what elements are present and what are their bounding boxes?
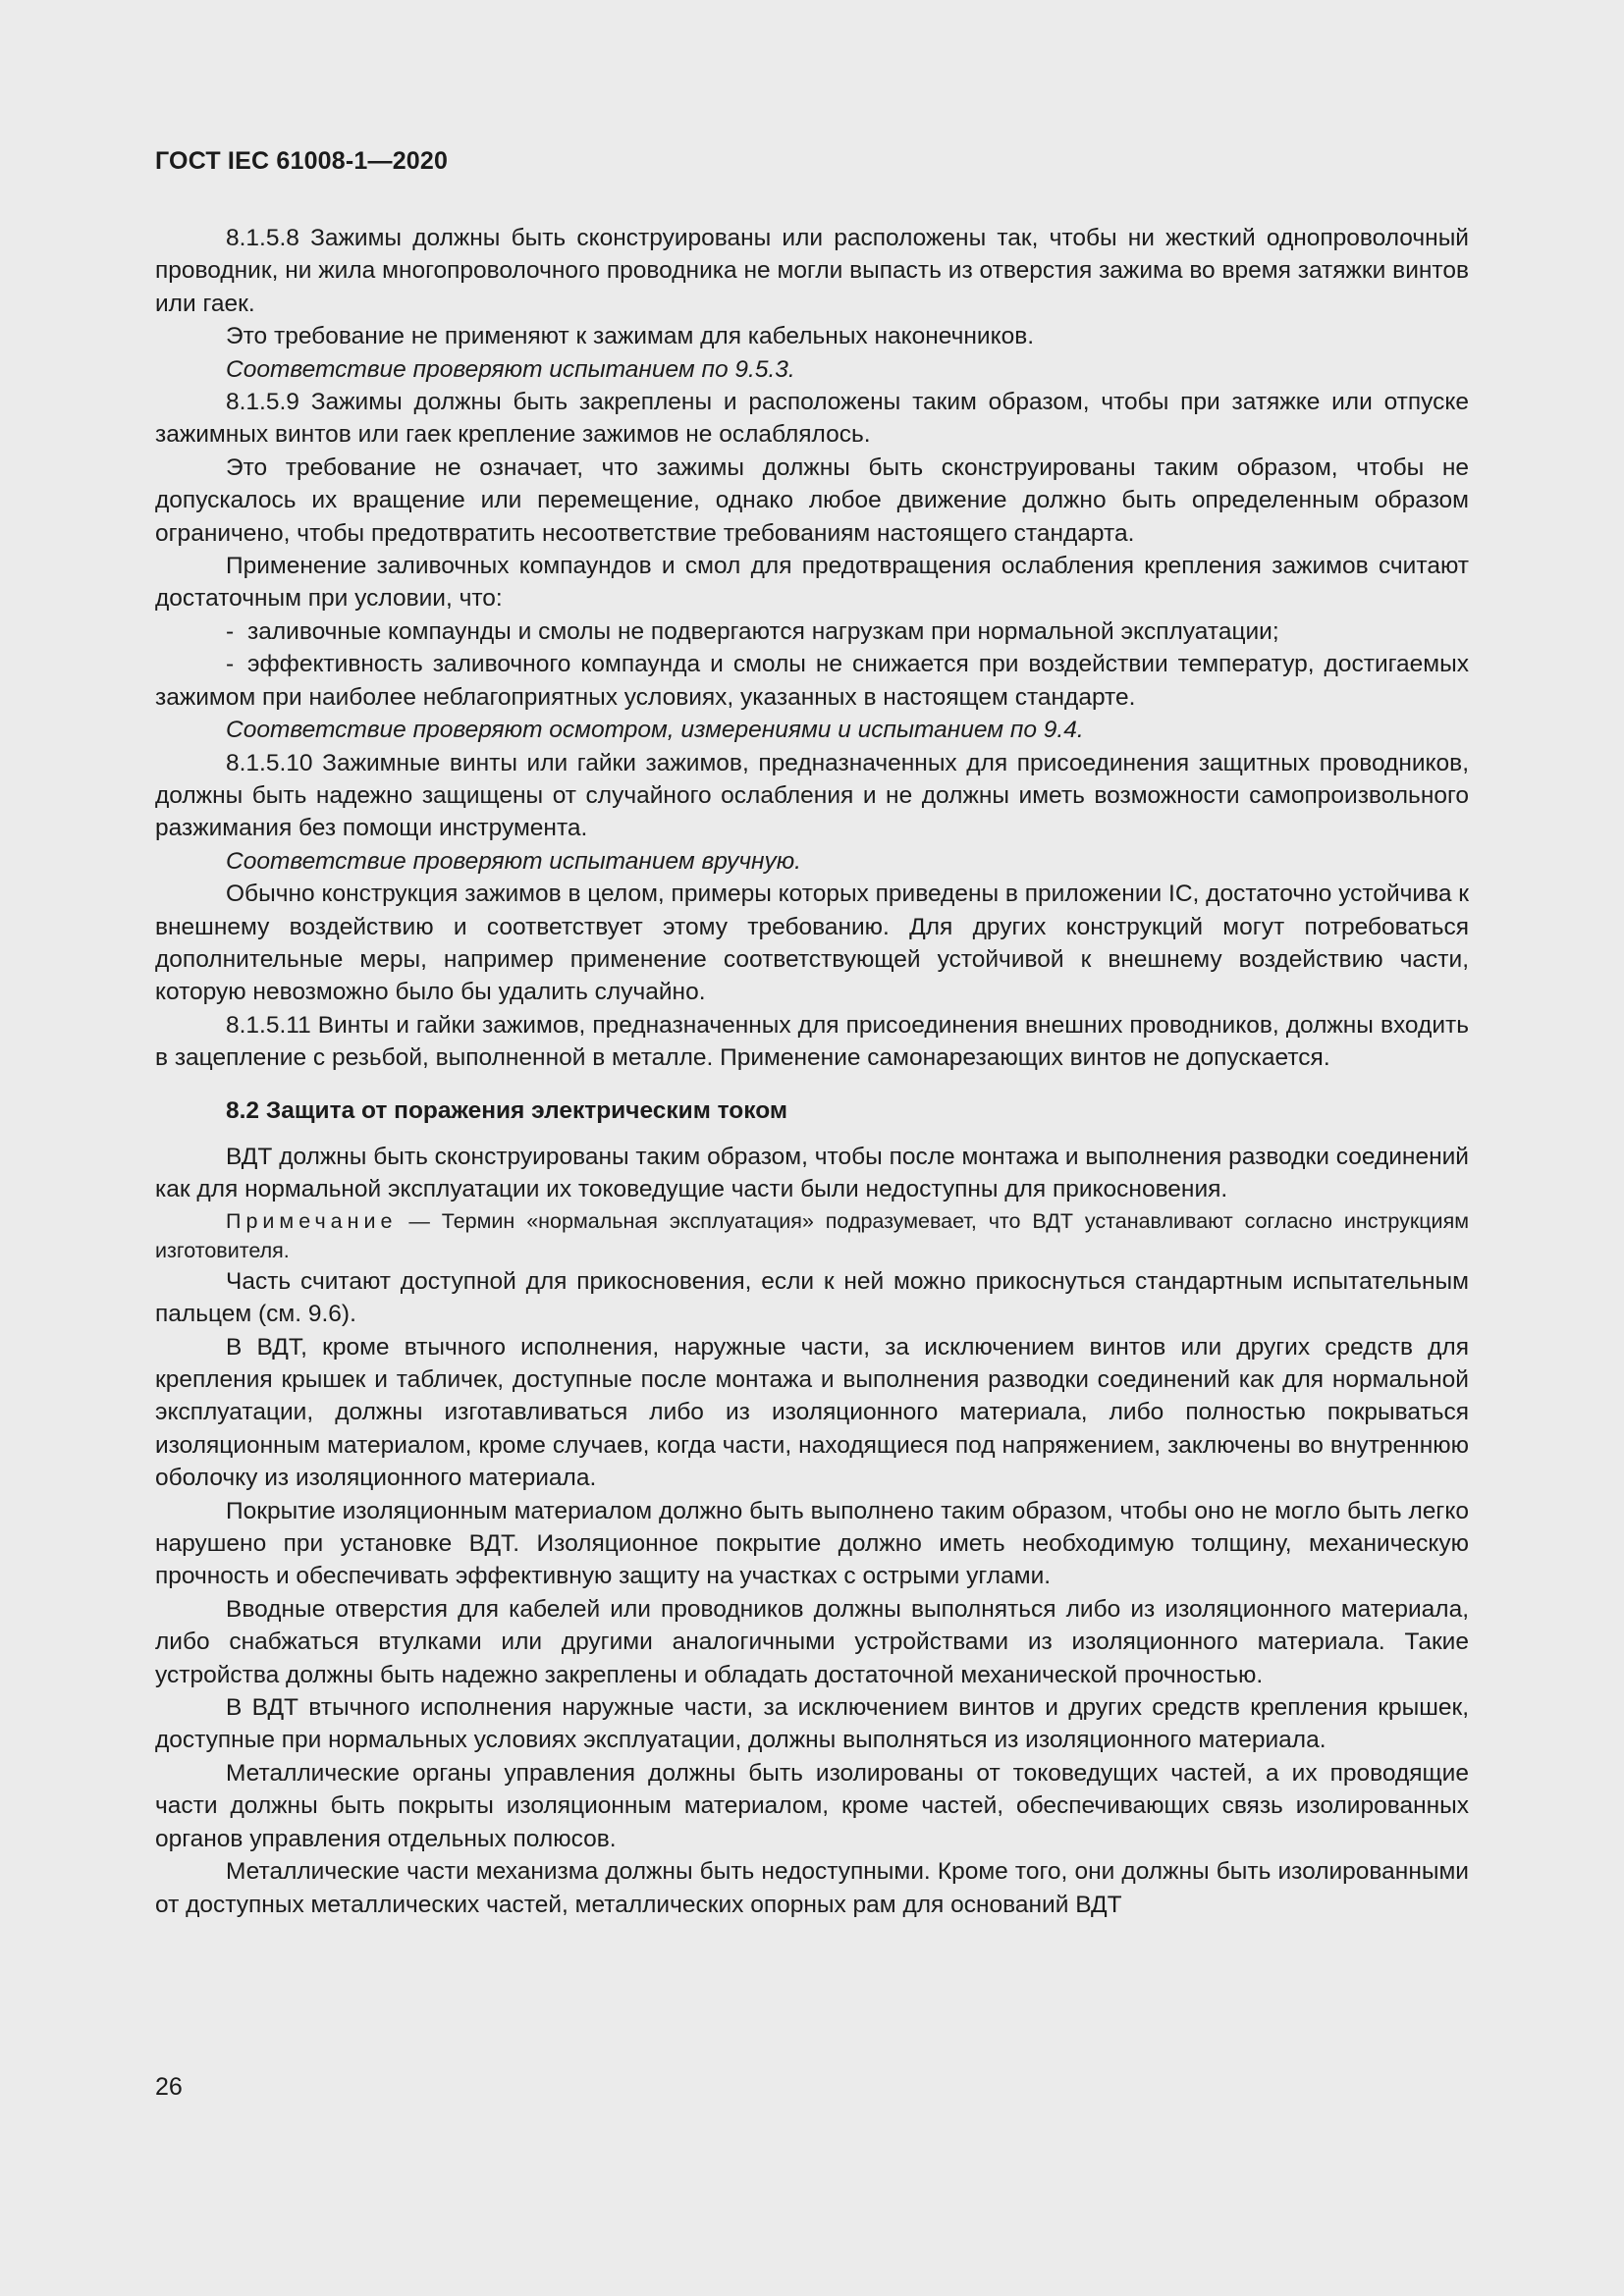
paragraph: В ВДТ, кроме втычного исполнения, наружные части, за исключением винтов или других средств для крепления крышек и табличек, доступные после монтажа и выполнения разводки соединений как для нормальной эксплуатации, должны изготавливаться либо из изоляционного материала, либо полностью покрываться изоляционным материалом, кроме случаев, когда части, находящиеся под напряжением, заключены во внутреннюю оболочку из изоляционного материала. (155, 1333, 1469, 1492)
section-intro-paragraph: ВДТ должны быть сконструированы таким образом, чтобы после монтажа и выполнения разводки соединений как для нормальной эксплуатации их токоведущие части были недоступны для прикосновения. (155, 1143, 1469, 1203)
paragraph: Это требование не применяют к зажимам для кабельных наконечников. (226, 323, 1035, 350)
paragraph: Применение заливочных компаундов и смол для предотвращения ослабления крепления зажимов считают достаточным при условии, что: (155, 553, 1469, 613)
note-label: Примечание (226, 1208, 398, 1233)
list-item-text: эффективность заливочного компаунда и смолы не снижается при воздействии температур, достигаемых зажимом при наиболее неблагоприятных условиях, указанных в настоящем стандарте. (155, 651, 1469, 711)
paragraph: Вводные отверстия для кабелей или проводников должны выполняться либо из изоляционного материала, либо снабжаться втулками или другими аналогичными устройствами из изоляционного материала. Такие устройства должны быть надежно закреплены и обладать достаточной механической прочностью. (155, 1595, 1469, 1688)
document-code-header: ГОСТ IEC 61008-1—2020 (155, 147, 449, 175)
page-number: 26 (155, 2073, 183, 2101)
paragraph: Обычно конструкция зажимов в целом, примеры которых приведены в приложении IC, достаточно устойчива к внешнему воздействию и соответствует этому требованию. Для других конструкций могут потребоваться дополнительные меры, например применение соответствующей устойчивой к внешнему воздействию части, которую невозможно было бы удалить случайно. (155, 881, 1469, 1006)
paragraph: Металлические органы управления должны быть изолированы от токоведущих частей, а их проводящие части должны быть покрыты изоляционным материалом, кроме частей, обеспечивающих связь изолированных органов управления отдельных полюсов. (155, 1759, 1469, 1852)
section-heading: 8.2 Защита от поражения электрическим током (226, 1096, 787, 1124)
compliance-note: Соответствие проверяют испытанием по 9.5.3. (226, 355, 795, 383)
paragraph-8-1-5-10: 8.1.5.10 Зажимные винты или гайки зажимов, предназначенных для присоединения защитных проводников, должны быть надежно защищены от случайного ослабления и не должны иметь возможности самопроизвольного разжимания без помощи инструмента. (155, 749, 1469, 842)
document-body (155, 222, 1469, 1921)
list-dash: - (226, 617, 235, 645)
paragraph: Металлические части механизма должны быть недоступными. Кроме того, они должны быть изолированными от доступных металлических частей, металлических опорных рам для оснований ВДТ (155, 1858, 1469, 1918)
paragraph-8-1-5-8: 8.1.5.8 Зажимы должны быть сконструированы или расположены так, чтобы ни жесткий однопроволочный проводник, ни жила многопроволочного проводника не могли выпасть из отверстия зажима во время затяжки винтов или гаек. (155, 225, 1469, 317)
paragraph: В ВДТ втычного исполнения наружные части, за исключением винтов и других средств крепления крышек, доступные при нормальных условиях эксплуатации, должны выполняться из изоляционного материала. (155, 1694, 1469, 1754)
paragraph-8-1-5-9: 8.1.5.9 Зажимы должны быть закреплены и расположены таким образом, чтобы при затяжке или отпуске зажимных винтов или гаек крепление зажимов не ослаблялось. (155, 389, 1469, 449)
list-item (155, 615, 1469, 648)
note (155, 1206, 1469, 1265)
compliance-note: Соответствие проверяют осмотром, измерениями и испытанием по 9.4. (226, 717, 1084, 744)
paragraph: Часть считают доступной для прикосновения, если к ней можно прикоснуться стандартным испытательным пальцем (см. 9.6). (155, 1267, 1469, 1328)
paragraph: Это требование не означает, что зажимы должны быть сконструированы таким образом, чтобы не допускалось их вращение или перемещение, однако любое движение должно быть определенным образом ограничено, чтобы предотвратить несоответствие требованиям настоящего стандарта. (155, 454, 1469, 547)
paragraph: Покрытие изоляционным материалом должно быть выполнено таким образом, чтобы оно не могло быть легко нарушено при установке ВДТ. Изоляционное покрытие должно иметь необходимую толщину, механическую прочность и обеспечивать эффективную защиту на участках с острыми углами. (155, 1497, 1469, 1590)
list-dash: - (226, 651, 235, 678)
compliance-note: Соответствие проверяют испытанием вручную. (226, 847, 801, 875)
list-item-text: заливочные компаунды и смолы не подвергаются нагрузкам при нормальной эксплуатации; (247, 617, 1279, 645)
note-text: — Термин «нормальная эксплуатация» подразумевает, что ВДТ устанавливают согласно инструкциям изготовителя. (155, 1208, 1469, 1262)
conditions-list (155, 615, 1469, 714)
list-item (155, 648, 1469, 714)
paragraph-8-1-5-11: 8.1.5.11 Винты и гайки зажимов, предназначенных для присоединения внешних проводников, должны входить в зацепление с резьбой, выполненной в металле. Применение самонарезающих винтов не допускается. (155, 1011, 1469, 1072)
